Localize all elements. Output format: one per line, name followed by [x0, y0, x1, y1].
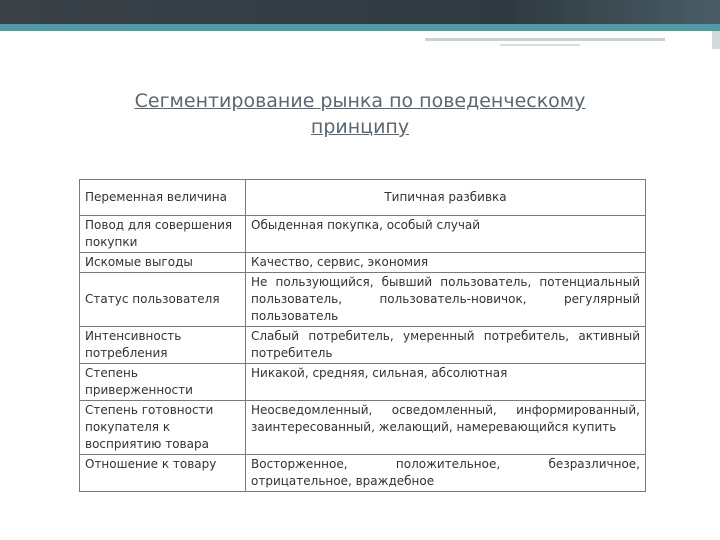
- table-cell-variable: Отношение к товару: [80, 455, 246, 492]
- slide-title-line: принципу: [310, 116, 410, 138]
- slide-title: [60, 88, 660, 140]
- table-cell-breakdown: Не пользующийся, бывший пользователь, потенциальный пользователь, пользователь-новичок, регулярный пользователь: [246, 273, 646, 327]
- table-cell-breakdown: Обыденная покупка, особый случай: [246, 216, 646, 253]
- table-cell-variable: Искомые выгоды: [80, 253, 246, 273]
- slide-top-bar: [0, 0, 720, 24]
- slide-title-line: Сегментирование рынка по поведенческому: [134, 90, 586, 112]
- table-row: [80, 253, 646, 273]
- table-row: [80, 216, 646, 253]
- table-cell-breakdown: Качество, сервис, экономия: [246, 253, 646, 273]
- decorative-line: [425, 38, 665, 41]
- table-row: [80, 401, 646, 455]
- table-row: [80, 364, 646, 401]
- table-cell-breakdown: Слабый потребитель, умеренный потребитель, активный потребитель: [246, 327, 646, 364]
- table-cell-variable: Статус пользователя: [80, 273, 246, 327]
- table-cell-breakdown: Никакой, средняя, сильная, абсолютная: [246, 364, 646, 401]
- table-cell-variable: Повод для совершения покупки: [80, 216, 246, 253]
- table-header-row: [80, 180, 646, 216]
- table-row: [80, 327, 646, 364]
- table-cell-breakdown: Восторженное, положительное, безразличное, отрицательное, враждебное: [246, 455, 646, 492]
- table-row: [80, 455, 646, 492]
- table-row: [80, 273, 646, 327]
- segmentation-table: [79, 179, 646, 492]
- table-cell-variable: Степень приверженности: [80, 364, 246, 401]
- decorative-corner: [712, 31, 720, 49]
- table-cell-variable: Интенсивность потребления: [80, 327, 246, 364]
- table-cell-breakdown: Неосведомленный, осведомленный, информированный, заинтересованный, желающий, намеревающийся купить: [246, 401, 646, 455]
- decorative-line: [500, 44, 580, 46]
- column-header-breakdown: Типичная разбивка: [246, 180, 646, 216]
- table-cell-variable: Степень готовности покупателя к восприятию товара: [80, 401, 246, 455]
- slide-accent-line: [0, 24, 720, 31]
- column-header-variable: Переменная величина: [80, 180, 246, 216]
